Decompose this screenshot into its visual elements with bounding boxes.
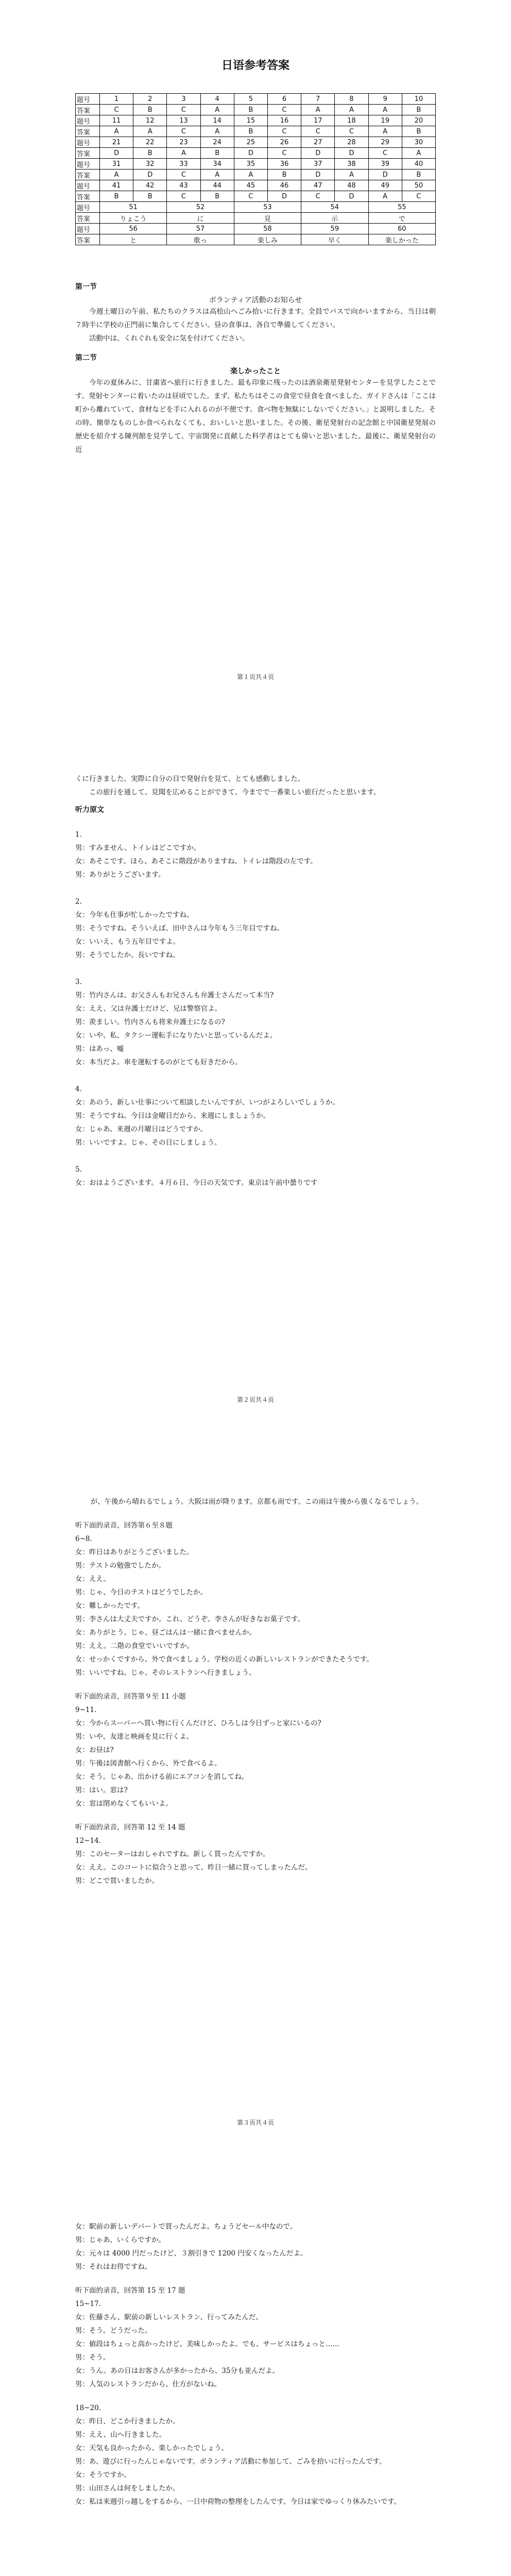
dialogue-number: 1. xyxy=(75,831,82,839)
dialogue-line: 女：ええ、父は弁護士だけど、兄は警察官よ。 xyxy=(75,1005,222,1013)
page-footer: 第３页共４页 xyxy=(236,2119,274,2126)
row-header: 题号 xyxy=(76,202,100,213)
answer-cell: 58 xyxy=(234,224,301,234)
dialogue-line: 女：そうですか。 xyxy=(75,2471,131,2479)
question-intro: 听下面的录音，回答第 12 至 14 题 xyxy=(75,1823,185,1832)
answer-cell: A xyxy=(335,170,368,180)
answer-cell: 早く xyxy=(301,234,368,245)
answer-cell: 4 xyxy=(200,94,234,105)
dialogue-line: 女：天気も良かったから、楽しかったでしょう。 xyxy=(75,2444,228,2452)
answer-cell: C xyxy=(267,105,301,115)
answer-cell: B xyxy=(133,191,167,202)
answer-cell: 22 xyxy=(133,137,167,148)
answer-cell: 9 xyxy=(368,94,402,105)
answer-cell: 33 xyxy=(167,159,200,170)
answer-cell: C xyxy=(100,105,133,115)
answer-cell: 20 xyxy=(402,115,435,126)
answer-row xyxy=(76,105,436,115)
answer-cell: 34 xyxy=(200,159,234,170)
dialogue-line: 女：お昼は? xyxy=(75,1746,114,1754)
answer-cell: 27 xyxy=(301,137,335,148)
answer-row xyxy=(76,94,436,105)
answer-cell: 38 xyxy=(335,159,368,170)
page-2 xyxy=(0,723,511,1446)
dialogue-12-14-continuation xyxy=(75,2220,436,2274)
dialogue-line: 女：ありがとう。じゃ、昼ごはんは一緒に食べませんか。 xyxy=(75,1629,256,1637)
answer-table-2 xyxy=(75,201,436,245)
dialogue-line: 男：そうですね。そういえば、田中さんは今年もう三年目ですね。 xyxy=(75,924,284,933)
dialogue-line: 男：そうでしたか。長いですね。 xyxy=(75,951,180,959)
page-title: 日语参考答案 xyxy=(221,59,289,72)
answer-cell: D xyxy=(301,148,335,159)
dialogue-line: 女：うん。あの日はお客さんが多かったから、35分も並んだよ。 xyxy=(75,2367,279,2375)
answer-row xyxy=(76,191,436,202)
dialogue-line: 男：ありがとうございます。 xyxy=(75,871,165,879)
answer-cell: 31 xyxy=(100,159,133,170)
dialogue-line: 女：ええ。このコートに似合うと思って、昨日一緒に買ってしまったんだ。 xyxy=(75,1863,312,1872)
answer-cell: 歌っ xyxy=(167,234,234,245)
dialogue-line: 男：山田さんは何をしましたか。 xyxy=(75,2484,180,2493)
answer-cell: 49 xyxy=(368,180,402,191)
dialogue-line: 男：はい。窓は? xyxy=(75,1786,128,1794)
page-1 xyxy=(0,0,511,723)
answer-row xyxy=(76,126,436,137)
answer-cell: D xyxy=(133,170,167,180)
question-range: 15~17. xyxy=(75,2300,101,2308)
answer-cell: D xyxy=(335,148,368,159)
dialogue-line: 男：いいですよ。じゃ、その日にしましょう。 xyxy=(75,1139,222,1147)
dialogue-line: 男：じゃあ、いくらですか。 xyxy=(75,2236,165,2244)
notice-paragraph-2: 活動中は、くれぐれも安全に気を付けてください。 xyxy=(89,334,249,343)
section-1-heading: 第一节 xyxy=(75,283,97,291)
answer-cell: A xyxy=(167,148,200,159)
answer-row xyxy=(76,213,436,224)
dialogue-line: 女：値段はちょっと高かったけど、美味しかったよ。でも、サービスはちょっと…… xyxy=(75,2340,339,2348)
answer-cell: 50 xyxy=(402,180,435,191)
dialogue-line: 女：今からスーパーへ買い物に行くんだけど、ひろしは今日ずっと家にいるの? xyxy=(75,1719,321,1727)
answer-cell: C xyxy=(335,126,368,137)
row-header: 答案 xyxy=(76,170,100,180)
dialogue-line: 女：おはようございます。４月６日、今日の天気です。東京は午前中曇りです xyxy=(75,1179,318,1187)
answer-cell: A xyxy=(368,191,402,202)
answer-cell: 10 xyxy=(402,94,435,105)
answer-cell: B xyxy=(234,126,267,137)
dialogue-line: 男：いいですね。じゃ、そのレストランへ行きましょう。 xyxy=(75,1669,256,1677)
dialogue-line: 男：このセーターはおしゃれですね。新しく買ったんですか。 xyxy=(75,1850,270,1858)
answer-cell: 11 xyxy=(100,115,133,126)
answer-cell: 47 xyxy=(301,180,335,191)
notice-title: ボランティア活動のお知らせ xyxy=(209,296,302,304)
row-header: 题号 xyxy=(76,224,100,234)
answer-cell: りょこう xyxy=(100,213,167,224)
answer-cell: 23 xyxy=(167,137,200,148)
dialogue-line: 男：そう。どうだった。 xyxy=(75,2327,152,2335)
answer-cell: 示 xyxy=(301,213,368,224)
page-4 xyxy=(0,2168,511,2576)
answer-cell: 32 xyxy=(133,159,167,170)
answer-cell: 21 xyxy=(100,137,133,148)
answer-cell: C xyxy=(167,105,200,115)
answer-cell: B xyxy=(234,105,267,115)
row-header: 题号 xyxy=(76,94,100,105)
answer-cell: C xyxy=(167,126,200,137)
answer-cell: B xyxy=(200,191,234,202)
dialogue-12-14 xyxy=(75,1848,436,1888)
answer-cell: 12 xyxy=(133,115,167,126)
row-header: 答案 xyxy=(76,148,100,159)
dialogue-9-11 xyxy=(75,1717,436,1810)
essay-paragraph: 今年の夏休みに、甘粛省へ旅行に行きました。最も印象に残ったのは酒泉衛星発射センターを見学したことです。発射センターに着いたのは昼頃でした。まず、私たちはそこの食堂で昼食を食べました。ガイドさんは「ここは町から離れていて、食材などを手に入れるのが不便です。食べ物を無駄にしないでください。」と説明しました。その時、簡単なものしか食べられなくても、おいしいと思いました。その後、衛星発射台の記念館と中国衛星発展の歴史を紹介する陳列館を見学して、宇宙開発に貢献した科学者はとても偉いと思いました。最後に、衛星発射台の近 xyxy=(75,379,436,454)
row-header: 答案 xyxy=(76,234,100,245)
dialogue-line: 女：元々は 4000 円だったけど、３割引きで 1200 円安くなったんだよ。 xyxy=(75,2249,308,2258)
dialogue-line: 女：本当だよ。車を運転するのがとても好きだから。 xyxy=(75,1058,242,1066)
answer-cell: 55 xyxy=(368,202,436,213)
answer-cell: D xyxy=(301,170,335,180)
answer-cell: 56 xyxy=(100,224,167,234)
answer-row xyxy=(76,137,436,148)
dialogue-4 xyxy=(75,1082,436,1149)
dialogue-line: 男：人気のレストランだから、仕方がないね。 xyxy=(75,2380,222,2388)
answer-row xyxy=(76,148,436,159)
answer-cell: 36 xyxy=(267,159,301,170)
answer-cell: B xyxy=(402,126,435,137)
answer-cell: 40 xyxy=(402,159,435,170)
page-footer: 第１页共４页 xyxy=(236,673,274,681)
answer-cell: 60 xyxy=(368,224,436,234)
answer-cell: 29 xyxy=(368,137,402,148)
dialogue-line: 男：いや、友達と映画を見に行くよ。 xyxy=(75,1733,194,1741)
answer-cell: A xyxy=(335,105,368,115)
answer-cell: 59 xyxy=(301,224,368,234)
essay-conclusion: この旅行を通して、見聞を広めることができて、今までで一番楽しい旅行だったと思います。 xyxy=(89,788,381,796)
row-header: 题号 xyxy=(76,137,100,148)
answer-cell: 13 xyxy=(167,115,200,126)
answer-cell: 26 xyxy=(267,137,301,148)
answer-cell: 52 xyxy=(167,202,234,213)
dialogue-3 xyxy=(75,975,436,1069)
answer-cell: 16 xyxy=(267,115,301,126)
answer-cell: 44 xyxy=(200,180,234,191)
answer-cell: 48 xyxy=(335,180,368,191)
answer-cell: C xyxy=(368,148,402,159)
dialogue-line: 女：私は来週引っ越しをするから、一日中荷物の整理をしたんです。今日は家でゆっくり休みたいです。 xyxy=(75,2498,401,2506)
answer-cell: B xyxy=(267,170,301,180)
answer-cell: 楽しかった xyxy=(368,234,436,245)
answer-cell: B xyxy=(200,148,234,159)
answer-cell: A xyxy=(368,105,402,115)
dialogue-number: 5. xyxy=(75,1165,82,1174)
answer-cell: A xyxy=(100,170,133,180)
row-header: 题号 xyxy=(76,115,100,126)
answer-cell: 35 xyxy=(234,159,267,170)
answer-cell: C xyxy=(167,170,200,180)
dialogue-line: 女：じゃあ、来週の月曜日はどうですか。 xyxy=(75,1125,207,1133)
answer-cell: C xyxy=(301,126,335,137)
answer-table-1 xyxy=(75,93,436,202)
dialogue-line: 男：午後は図書館へ行くから、外で食べるよ。 xyxy=(75,1759,222,1768)
answer-cell: 30 xyxy=(402,137,435,148)
answer-cell: に xyxy=(167,213,234,224)
answer-cell: A xyxy=(402,148,435,159)
answer-cell: A xyxy=(100,126,133,137)
answer-row xyxy=(76,115,436,126)
answer-cell: 18 xyxy=(335,115,368,126)
answer-cell: 7 xyxy=(301,94,335,105)
dialogue-1 xyxy=(75,828,436,882)
dialogue-18-20 xyxy=(75,2415,436,2509)
dialogue-line: 女：せっかくですから、外で食べましょう。学校の近くの新しいレストランができたそうです。 xyxy=(75,1655,373,1664)
answer-row xyxy=(76,159,436,170)
answer-cell: C xyxy=(234,191,267,202)
dialogue-line: 女：昨日はありがとうございました。 xyxy=(75,1548,194,1556)
notice-paragraph-1: 今週土曜日の午前、私たちのクラスは高桧山へごみ拾いに行きます。全員でバスで向かいますから、当日は朝７時半に学校の正門前に集合してください。昼の食事は、各自で準備してください。 xyxy=(75,308,436,329)
dialogue-line: 男：そう。 xyxy=(75,2353,110,2362)
question-range: 12~14. xyxy=(75,1837,101,1845)
dialogue-5 xyxy=(75,1163,436,1190)
answer-cell: 19 xyxy=(368,115,402,126)
answer-cell: C xyxy=(167,191,200,202)
answer-cell: 41 xyxy=(100,180,133,191)
row-header: 题号 xyxy=(76,159,100,170)
answer-cell: 43 xyxy=(167,180,200,191)
answer-cell: 15 xyxy=(234,115,267,126)
section-2-heading: 第二节 xyxy=(75,354,97,362)
answer-cell: 17 xyxy=(301,115,335,126)
dialogue-line: 女：あそこです。ほら、あそこに階段がありますね。トイレは階段の左です。 xyxy=(75,857,317,866)
answer-cell: 25 xyxy=(234,137,267,148)
dialogue-line: 男：じゃ、今日のテストはどうでしたか。 xyxy=(75,1588,207,1597)
answer-cell: と xyxy=(100,234,167,245)
dialogue-number: 2. xyxy=(75,897,82,906)
question-intro: 听下面的录音，回答第 15 至 17 题 xyxy=(75,2286,185,2295)
essay-title: 楽しかったこと xyxy=(230,367,281,376)
answer-cell: D xyxy=(335,191,368,202)
answer-cell: A xyxy=(368,126,402,137)
page-footer: 第２页共４页 xyxy=(236,1396,274,1403)
answer-cell: 45 xyxy=(234,180,267,191)
essay-continuation: くに行きました。実際に自分の目で発射台を見て、とても感動しました。 xyxy=(75,775,305,783)
answer-cell: 53 xyxy=(234,202,301,213)
answer-cell: 57 xyxy=(167,224,234,234)
dialogue-15-17 xyxy=(75,2311,436,2391)
answer-cell: 1 xyxy=(100,94,133,105)
row-header: 答案 xyxy=(76,105,100,115)
dialogue-line: 男：テストの勉強でしたか。 xyxy=(75,1562,165,1570)
answer-cell: 楽しみ xyxy=(234,234,301,245)
answer-cell: D xyxy=(368,170,402,180)
answer-cell: 5 xyxy=(234,94,267,105)
dialogue-line: 男：ええ。二階の食堂でいいですか。 xyxy=(75,1642,194,1650)
answer-cell: C xyxy=(267,148,301,159)
row-header: 答案 xyxy=(76,191,100,202)
question-range: 9~11. xyxy=(75,1706,97,1714)
dialogue-5-continuation: が、午後から晴れるでしょう。大阪は雨が降ります。京都も雨です。この雨は午後から強くなるでしょう。 xyxy=(90,1498,423,1506)
row-header: 答案 xyxy=(76,213,100,224)
answer-row xyxy=(76,234,436,245)
answer-cell: D xyxy=(100,148,133,159)
answer-cell: 6 xyxy=(267,94,301,105)
page-3-content xyxy=(75,1495,436,1888)
dialogue-line: 女：いいえ、もう五年目ですよ。 xyxy=(75,938,180,946)
dialogue-2 xyxy=(75,895,436,962)
answer-cell: C xyxy=(402,191,435,202)
answer-cell: B xyxy=(133,105,167,115)
question-intro: 听下面的录音，回答第９至 11 小题 xyxy=(75,1692,186,1701)
row-header: 题号 xyxy=(76,180,100,191)
answer-cell: B xyxy=(133,148,167,159)
answer-cell: D xyxy=(234,148,267,159)
dialogue-line: 女：駅前の新しいデパートで買ったんだよ。ちょうどセール中なので。 xyxy=(75,2223,297,2231)
dialogue-line: 女：窓は閉めなくてもいいよ。 xyxy=(75,1800,173,1808)
dialogue-line: 女：いや、私、タクシー運転手になりたいと思っているんだよ。 xyxy=(75,1031,277,1040)
question-intro: 听下面的录音，回答第６至８题 xyxy=(75,1521,173,1530)
answer-cell: A xyxy=(200,170,234,180)
answer-cell: C xyxy=(301,191,335,202)
row-header: 答案 xyxy=(76,126,100,137)
answer-cell: A xyxy=(200,105,234,115)
question-range: 6~8. xyxy=(75,1535,92,1543)
answer-cell: A xyxy=(200,126,234,137)
answer-cell: 37 xyxy=(301,159,335,170)
answer-row xyxy=(76,202,436,213)
answer-cell: で xyxy=(368,213,436,224)
answer-cell: 51 xyxy=(100,202,167,213)
answer-cell: 2 xyxy=(133,94,167,105)
dialogue-line: 女：ええ。 xyxy=(75,1575,111,1583)
answer-cell: B xyxy=(402,170,435,180)
answer-cell: A xyxy=(234,170,267,180)
dialogue-line: 男：李さんは大丈夫ですか。これ、どうぞ。李さんが好きなお菓子です。 xyxy=(75,1615,304,1623)
dialogue-line: 男：はあっ、嘘 xyxy=(75,1045,124,1053)
dialogue-line: 男：すみません、トイレはどこですか。 xyxy=(75,844,201,852)
answer-cell: 46 xyxy=(267,180,301,191)
dialogue-line: 男：あ、遊びに行ったんじゃないです。ボランティア活動に参加して、ごみを拾いに行ったんです。 xyxy=(75,2458,386,2466)
dialogue-line: 女：そう。じゃあ、出かける前にエアコンを消してね。 xyxy=(75,1773,249,1781)
dialogue-number: 3. xyxy=(75,978,82,986)
answer-cell: 28 xyxy=(335,137,368,148)
answer-cell: 42 xyxy=(133,180,167,191)
answer-cell: 39 xyxy=(368,159,402,170)
dialogue-number: 4. xyxy=(75,1085,82,1093)
answer-cell: 8 xyxy=(335,94,368,105)
answer-cell: A xyxy=(301,105,335,115)
dialogue-line: 女：佐藤さん、駅前の新しいレストラン、行ってみたんだ。 xyxy=(75,2313,263,2321)
answer-cell: 14 xyxy=(200,115,234,126)
dialogue-line: 男：どこで買いましたか。 xyxy=(75,1877,159,1885)
answer-row xyxy=(76,224,436,234)
answer-cell: 3 xyxy=(167,94,200,105)
answer-cell: 24 xyxy=(200,137,234,148)
dialogue-line: 男：そうですね。今日は金曜日だから、来週にしましょうか。 xyxy=(75,1112,270,1120)
dialogue-line: 女：今年も仕事が忙しかったですね。 xyxy=(75,911,194,919)
answer-cell: B xyxy=(402,105,435,115)
answer-cell: C xyxy=(267,126,301,137)
listening-heading: 听力原文 xyxy=(75,806,104,814)
answer-cell: A xyxy=(133,126,167,137)
answer-cell: D xyxy=(267,191,301,202)
dialogue-line: 女：あのう、新しい仕事について相談したいんですが、いつがよろしいでしょうか。 xyxy=(75,1098,339,1107)
dialogue-line: 男：羨ましい。竹内さんも将来弁護士になるの? xyxy=(75,1018,225,1026)
dialogue-line: 女：難しかったです。 xyxy=(75,1602,144,1610)
dialogue-line: 男：竹内さんは、お父さんもお兄さんも弁護士さんだって本当? xyxy=(75,991,274,999)
answer-cell: 54 xyxy=(301,202,368,213)
dialogue-line: 女：昨日、どこか行きましたか。 xyxy=(75,2417,180,2426)
answer-row xyxy=(76,180,436,191)
dialogue-line: 男：それはお得ですね。 xyxy=(75,2263,152,2271)
answer-cell: B xyxy=(100,191,133,202)
dialogue-6-8 xyxy=(75,1546,436,1680)
dialogue-line: 男：ええ、山へ行きました。 xyxy=(75,2431,166,2439)
page-1-content xyxy=(75,57,436,456)
page-2-content xyxy=(75,772,436,1190)
page-4-content xyxy=(75,2220,436,2509)
question-range: 18~20. xyxy=(75,2404,101,2412)
answer-cell: 見 xyxy=(234,213,301,224)
answer-row xyxy=(76,170,436,180)
page-3 xyxy=(0,1446,511,2168)
